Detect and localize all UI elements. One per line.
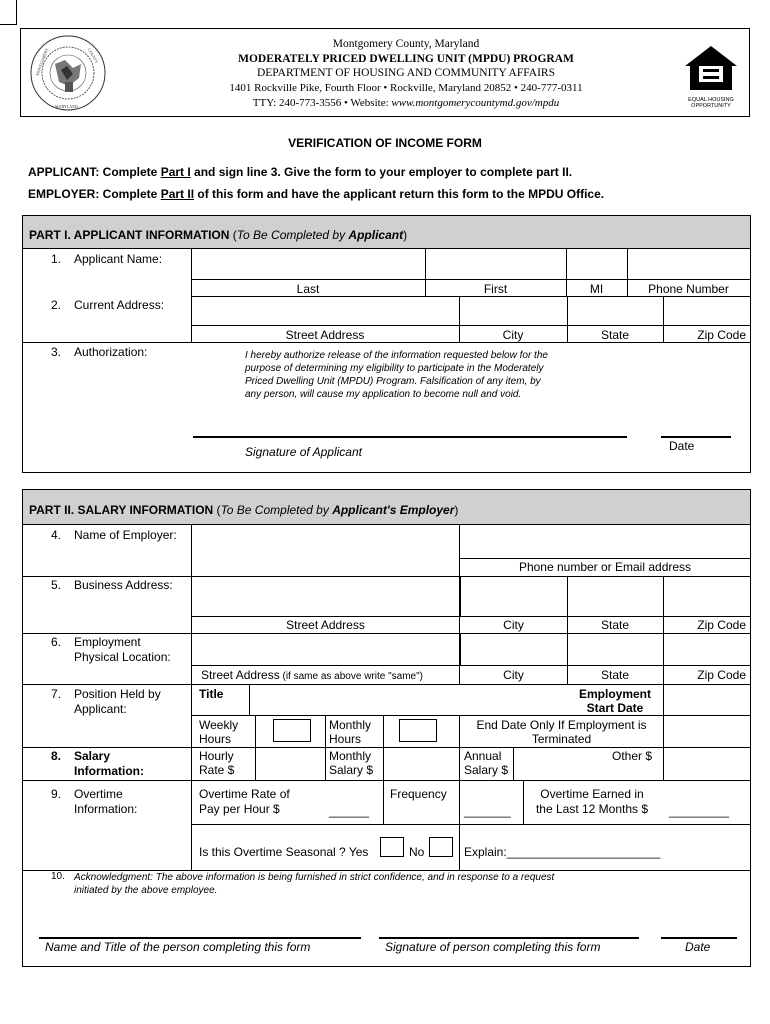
business-street-field[interactable] bbox=[192, 576, 459, 616]
svg-text:MONTGOMERY: MONTGOMERY bbox=[34, 47, 50, 77]
business-city-field[interactable] bbox=[460, 576, 567, 616]
row5-label: Business Address: bbox=[74, 578, 173, 592]
svg-text:COUNTY: COUNTY bbox=[86, 47, 100, 65]
msal-line1: Monthly bbox=[329, 749, 372, 763]
street-address-field[interactable] bbox=[191, 296, 459, 326]
employer-prefix: EMPLOYER: Complete bbox=[28, 187, 161, 201]
employer-date-line[interactable] bbox=[661, 937, 737, 939]
monthly-hours-line2: Hours bbox=[329, 732, 362, 746]
auth-line4: any person, will cause my application to become null and void. bbox=[245, 389, 522, 400]
weekly-hours-label bbox=[199, 718, 238, 746]
last-caption: Last bbox=[296, 282, 320, 296]
applicant-instruction bbox=[28, 165, 572, 179]
part2-note-close: ) bbox=[454, 503, 459, 517]
part1-title bbox=[29, 228, 407, 242]
monthly-salary-field[interactable] bbox=[384, 748, 459, 780]
row2-label: Current Address: bbox=[74, 298, 165, 312]
part1-section bbox=[22, 215, 751, 473]
ot-rate-line2: Pay per Hour $ bbox=[199, 802, 280, 816]
monthly-hours-input[interactable] bbox=[399, 719, 437, 742]
physical-state-field[interactable] bbox=[567, 633, 663, 665]
zip-caption: Zip Code bbox=[697, 328, 746, 342]
frequency-label: Frequency bbox=[390, 787, 447, 801]
ot-rate-label bbox=[199, 787, 290, 817]
title-label: Title bbox=[199, 687, 224, 701]
state-caption: State bbox=[600, 328, 630, 342]
business-zip-caption: Zip Code bbox=[697, 618, 746, 632]
row4-number: 4. bbox=[51, 528, 62, 542]
name-title-caption: Name and Title of the person completing this form bbox=[45, 940, 311, 954]
frequency-blank[interactable]: _______ bbox=[464, 804, 511, 818]
annual-line2: Salary $ bbox=[464, 763, 509, 777]
employer-signature-caption: Signature of person completing this form bbox=[385, 940, 601, 954]
program-name: MODERATELY PRICED DWELLING UNIT (MPDU) PROGRAM bbox=[238, 53, 574, 65]
first-name-field[interactable] bbox=[425, 249, 566, 280]
part1-note-open: ( bbox=[229, 228, 237, 242]
row5-number: 5. bbox=[51, 578, 62, 592]
end-date-label bbox=[460, 718, 663, 746]
row9-label-line1: Overtime bbox=[74, 787, 123, 801]
county-seal bbox=[29, 34, 107, 112]
explain-field[interactable]: Explain:_______________________ bbox=[464, 845, 661, 859]
street-caption: Street Address bbox=[285, 328, 365, 342]
row7-label-line1: Position Held by bbox=[74, 687, 161, 701]
signature-caption: Signature of Applicant bbox=[245, 445, 362, 459]
hourly-rate-label bbox=[199, 749, 234, 777]
part2-title bbox=[29, 503, 458, 517]
row9-label bbox=[74, 787, 137, 817]
form-title: VERIFICATION OF INCOME FORM bbox=[288, 136, 482, 150]
employment-start-field[interactable] bbox=[664, 685, 750, 715]
row2-number: 2. bbox=[51, 298, 62, 312]
phone-caption: Phone Number bbox=[648, 282, 729, 296]
phone-email-caption: Phone number or Email address bbox=[518, 560, 692, 574]
name-title-line[interactable] bbox=[39, 937, 361, 939]
contact-line bbox=[171, 97, 641, 109]
row8-number: 8. bbox=[51, 749, 62, 763]
employer-suffix: of this form and have the applicant return this form to the MPDU Office. bbox=[194, 187, 605, 201]
auth-line1: I hereby authorize release of the information requested below for the bbox=[245, 350, 548, 361]
seasonal-question: Is this Overtime Seasonal ? Yes bbox=[199, 845, 369, 859]
date-caption: Date bbox=[669, 439, 695, 453]
row10-number: 10. bbox=[51, 871, 65, 882]
weekly-hours-input[interactable] bbox=[273, 719, 311, 742]
hourly-rate-field[interactable] bbox=[256, 748, 325, 780]
monthly-salary-label bbox=[329, 749, 373, 777]
row9-label-line2: Information: bbox=[74, 802, 138, 816]
mi-field[interactable] bbox=[566, 249, 627, 280]
ot-earned-blank[interactable]: _________ bbox=[669, 804, 730, 818]
first-caption: First bbox=[483, 282, 508, 296]
monthly-hours-label bbox=[329, 718, 371, 746]
seasonal-yes-checkbox[interactable] bbox=[380, 837, 404, 857]
employer-name-field[interactable] bbox=[192, 525, 459, 576]
weekly-line1: Weekly bbox=[199, 718, 239, 732]
letterhead bbox=[20, 28, 750, 117]
employment-start-label bbox=[567, 687, 663, 715]
tty-text: TTY: 240-773-3556 • Website: bbox=[252, 97, 392, 109]
row1-label: Applicant Name: bbox=[74, 252, 163, 266]
row7-number: 7. bbox=[51, 687, 62, 701]
auth-line2: purpose of determining my eligibility to participate in the Moderately bbox=[245, 363, 544, 374]
other-label: Other $ bbox=[612, 749, 653, 763]
applicant-part: Part I bbox=[160, 165, 191, 179]
applicant-date-line[interactable] bbox=[661, 436, 731, 438]
phone-field[interactable] bbox=[627, 249, 750, 280]
employer-part: Part II bbox=[160, 187, 195, 201]
employer-instruction bbox=[28, 187, 604, 201]
ack-line1: Acknowledgment: The above information is being furnished in strict confidence, and in response to a request bbox=[74, 872, 555, 883]
equal-housing-logo bbox=[681, 44, 741, 109]
row8-label bbox=[74, 749, 144, 779]
emp-start-line2: Start Date bbox=[586, 701, 644, 715]
msal-line2: Salary $ bbox=[329, 763, 374, 777]
row3-label: Authorization: bbox=[74, 345, 148, 359]
seasonal-no-checkbox[interactable] bbox=[429, 837, 453, 857]
auth-line3: Priced Dwelling Unit (MPDU) Program. Falsification of any item, by bbox=[245, 376, 541, 387]
end-date-field[interactable] bbox=[664, 716, 750, 747]
seasonal-no-label: No bbox=[409, 845, 425, 859]
ot-rate-blank[interactable]: ______ bbox=[329, 804, 370, 818]
county-name: Montgomery County, Maryland bbox=[332, 38, 480, 50]
employer-phone-email-field[interactable] bbox=[460, 525, 750, 558]
city-caption: City bbox=[502, 328, 524, 342]
emp-start-line1: Employment bbox=[578, 687, 651, 701]
physical-city-field[interactable] bbox=[460, 633, 567, 665]
equal-housing-icon bbox=[681, 44, 741, 92]
physical-city-caption: City bbox=[503, 668, 524, 682]
monthly-hours-line1: Monthly bbox=[329, 718, 372, 732]
business-state-caption: State bbox=[600, 618, 630, 632]
part1-header bbox=[23, 216, 750, 249]
business-zip-field[interactable] bbox=[663, 576, 750, 616]
annual-salary-field[interactable] bbox=[514, 748, 608, 780]
row1-number: 1. bbox=[51, 252, 62, 266]
row3-number: 3. bbox=[51, 345, 62, 359]
annual-salary-label bbox=[464, 749, 508, 777]
row4-label: Name of Employer: bbox=[74, 528, 177, 542]
same-note: (if same as above write "same") bbox=[279, 671, 423, 682]
applicant-suffix: and sign line 3. Give the form to your employer to complete part II. bbox=[190, 165, 573, 179]
part1-note-close: ) bbox=[403, 228, 408, 242]
acknowledgment-text bbox=[74, 871, 694, 897]
annual-line1: Annual bbox=[464, 749, 502, 763]
part2-title-text: PART II. SALARY INFORMATION bbox=[29, 503, 214, 517]
part1-note-bold: Applicant bbox=[348, 228, 404, 242]
svg-text:MARYLAND: MARYLAND bbox=[55, 104, 78, 109]
row6-label-line1: Employment bbox=[74, 635, 141, 649]
row9-number: 9. bbox=[51, 787, 62, 801]
physical-street-field[interactable] bbox=[192, 633, 459, 665]
row8-label-line2: Information: bbox=[74, 764, 144, 778]
part2-note-open: ( bbox=[213, 503, 221, 517]
weekly-line2: Hours bbox=[199, 732, 232, 746]
employer-signature-line[interactable] bbox=[379, 937, 639, 939]
end-date-line1: End Date Only If Employment is bbox=[476, 718, 647, 732]
mi-caption: MI bbox=[589, 282, 604, 296]
row6-number: 6. bbox=[51, 635, 62, 649]
physical-street-caption bbox=[201, 668, 423, 682]
part2-header bbox=[23, 490, 750, 525]
other-field[interactable] bbox=[664, 748, 750, 780]
end-date-line2: Terminated bbox=[531, 732, 592, 746]
last-name-field[interactable] bbox=[191, 249, 425, 280]
ot-earned-line2: the Last 12 Months $ bbox=[535, 802, 649, 816]
row7-label-line2: Applicant: bbox=[74, 702, 127, 716]
business-state-field[interactable] bbox=[567, 576, 663, 616]
part1-note-text: To Be Completed by bbox=[236, 228, 349, 242]
part2-section bbox=[22, 489, 751, 967]
business-city-caption: City bbox=[503, 618, 524, 632]
applicant-prefix: APPLICANT: Complete bbox=[28, 165, 161, 179]
physical-street-caption-text: Street Address bbox=[201, 668, 280, 682]
authorization-text bbox=[245, 349, 615, 401]
ot-earned-line1: Overtime Earned in bbox=[540, 787, 644, 801]
part1-title-text: PART I. APPLICANT INFORMATION bbox=[29, 228, 230, 242]
ot-rate-line1: Overtime Rate of bbox=[199, 787, 290, 801]
city-field[interactable] bbox=[459, 296, 567, 326]
row6-label bbox=[74, 635, 171, 665]
department-name: DEPARTMENT OF HOUSING AND COMMUNITY AFFAIRS bbox=[256, 67, 556, 79]
hourly-line2: Rate $ bbox=[199, 763, 235, 777]
ack-line2: initiated by the above employee. bbox=[74, 885, 218, 896]
ot-earned-label bbox=[525, 787, 659, 817]
physical-zip-caption: Zip Code bbox=[697, 668, 746, 682]
row6-label-line2: Physical Location: bbox=[74, 650, 171, 664]
hourly-line1: Hourly bbox=[199, 749, 234, 763]
office-address: 1401 Rockville Pike, Fourth Floor • Rockville, Maryland 20852 • 240-777-0311 bbox=[229, 82, 583, 94]
physical-zip-field[interactable] bbox=[663, 633, 750, 665]
row7-label bbox=[74, 687, 161, 717]
employer-date-caption: Date bbox=[685, 940, 711, 954]
part2-note-bold: Applicant's Employer bbox=[332, 503, 455, 517]
seal-icon bbox=[29, 34, 107, 112]
ehs-line2: OPPORTUNITY bbox=[691, 103, 731, 109]
zip-field[interactable] bbox=[663, 296, 750, 326]
applicant-signature-line[interactable] bbox=[193, 436, 627, 438]
ehs-line1: EQUAL HOUSING bbox=[688, 97, 734, 103]
state-field[interactable] bbox=[567, 296, 663, 326]
corner-box bbox=[0, 0, 17, 25]
row8-label-line1: Salary bbox=[74, 749, 111, 763]
part2-note-text: To Be Completed by bbox=[220, 503, 333, 517]
business-street-caption: Street Address bbox=[286, 618, 365, 632]
physical-state-caption: State bbox=[600, 668, 630, 682]
website-link[interactable]: www.montgomerycountymd.gov/mpdu bbox=[391, 97, 560, 109]
